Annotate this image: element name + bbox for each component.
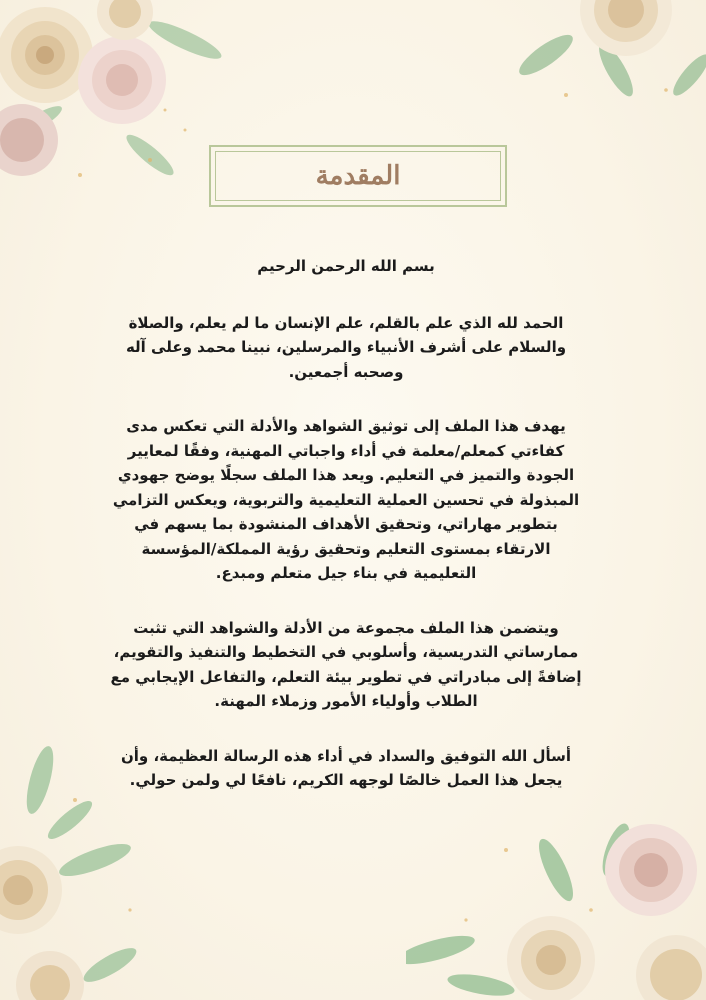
paragraph-purpose: يهدف هذا الملف إلى توثيق الشواهد والأدلة التي تعكس مدى كفاءتي كمعلم/معلمة في أداء واجباتي المهنية، وفقًا لمعايير الجودة والتميز في التعليم. ويعد هذا الملف سجلًا يوضح جهودي المبذولة في تحسين العملية التعليمية والتربوية، ويعكس التزامي بتطوير مهاراتي، وتحقيق الأهداف المنشودة بما يسهم في الارتقاء بمستوى التعليم وتحقيق رؤية المملكة/المؤسسة التعليمية في بناء جيل متعلم ومبدع. [112, 417, 580, 582]
rose-icon [16, 951, 84, 1000]
rose-icon [78, 36, 166, 124]
rose-icon [507, 916, 595, 1000]
rose-icon [580, 0, 672, 56]
floral-decoration-top-right [506, 0, 706, 110]
rose-icon [97, 0, 153, 40]
rose-icon [636, 935, 706, 1000]
floral-decoration-top-left [0, 0, 240, 200]
paragraph-contents: ويتضمن هذا الملف مجموعة من الأدلة والشواهد التي تثبت ممارساتي التدريسية، وأسلوبي في التخطيط والتنفيذ والتقويم، إضافةً إلى مبادراتي في تطوير بيئة التعلم، والتفاعل الإيجابي مع الطلاب وأولياء الأمور وزملاء المهنة. [110, 618, 582, 710]
basmala-line: بسم الله الرحمن الرحيم [257, 257, 435, 275]
rose-icon [605, 824, 697, 916]
title-frame [209, 145, 507, 207]
floral-decoration-bottom-right [406, 810, 706, 1000]
page-title: المقدمة [315, 161, 401, 191]
introduction-body [108, 254, 584, 823]
rose-icon [0, 846, 62, 934]
paragraph-opening: الحمد لله الذي علم بالقلم، علم الإنسان ما لم يعلم، والصلاة والسلام على أشرف الأنبياء والمرسلين، نبينا محمد وعلى آله وصحبه أجمعين. [125, 313, 567, 381]
paragraph-closing: أسأل الله التوفيق والسداد في أداء هذه الرسالة العظيمة، وأن يجعل هذا العمل خالصًا لوجهه الكريم، نافعًا لي ولمن حولي. [120, 746, 572, 789]
